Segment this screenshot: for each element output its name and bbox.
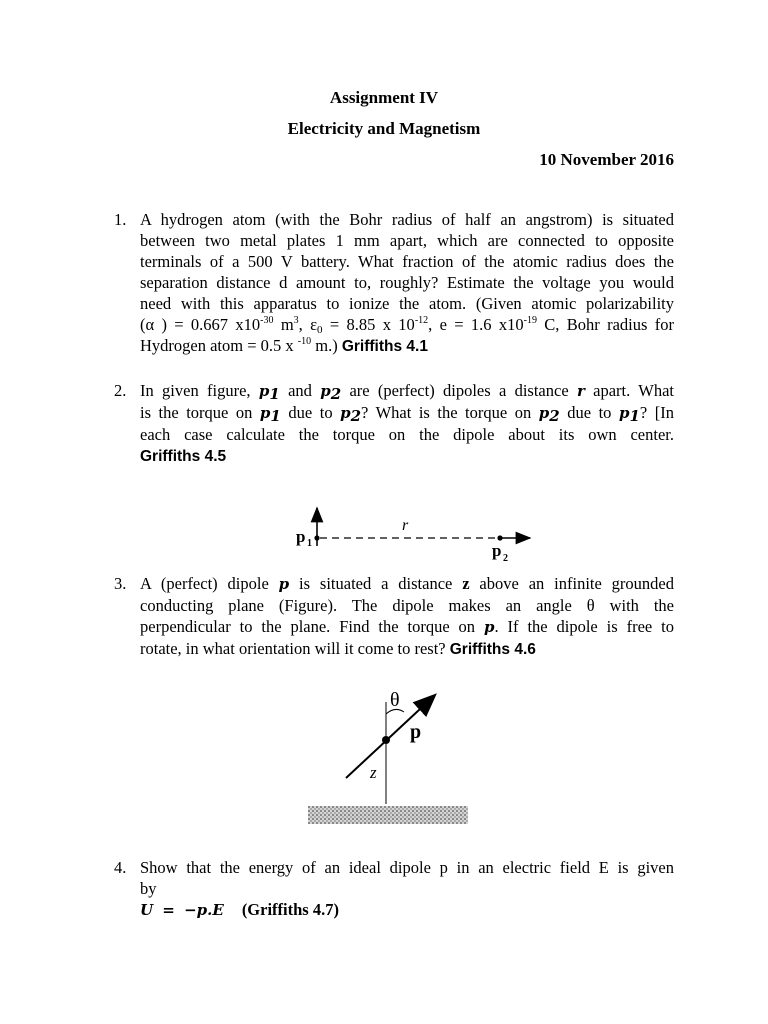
math-symbol: p [278,575,290,593]
question-2 [114,380,674,467]
superscript: -30 [260,315,274,326]
question-line: need with this apparatus to ionize the atom. (Given atomic polarizability [140,294,674,313]
document-title: Assignment IV [329,88,439,107]
label-p: p [296,527,306,546]
document-subtitle: Electricity and Magnetism [287,119,481,138]
question-1 [114,209,674,357]
question-line: terminals of a 500 V battery. What fraction of the atomic radius does the [140,252,674,271]
subscript: 1 [269,385,280,403]
text-run: Hydrogen atom = 0.5 x [140,336,298,355]
text-run: is situated a distance [289,574,463,593]
question-line: between two metal plates 1 mm apart, which are connected to opposite [140,231,674,250]
dipole-center-point [382,736,390,744]
question-number: 4. [114,858,127,877]
dipole-plane-figure [300,682,475,832]
document-date: 10 November 2016 [539,150,674,169]
text-run: apart. What [584,381,674,400]
question-4 [114,857,674,921]
math-symbol: p [538,404,550,422]
question-line: separation distance d amount to, roughly? Estimate the voltage you would [140,273,674,292]
griffiths-reference: Griffiths 4.1 [341,338,428,355]
text-run: is the torque on [140,403,260,422]
question-line [140,899,674,921]
label-p: p [410,721,422,743]
math-symbol: r [576,382,585,400]
superscript: -12 [414,315,429,326]
griffiths-reference: Griffiths 4.6 [449,641,536,658]
superscript: -10 [297,336,312,347]
text-run: m [273,315,294,334]
dipoles-figure [290,500,540,570]
text-run: . If the dipole is free to [494,617,674,636]
subscript: 1 [270,407,281,425]
superscript: 3 [293,315,299,326]
text-run: , e = 1.6 x10 [428,315,524,334]
subscript: 2 [330,385,342,403]
dipole-p1-point [314,535,319,540]
label-subscript: 2 [503,553,508,564]
text-run: ? What is the torque on [361,403,539,422]
text-run: C, Bohr radius for [536,315,674,334]
griffiths-reference: (Griffiths 4.7) [241,900,339,919]
subscript: 0 [317,324,323,336]
superscript: -19 [523,315,537,326]
math-symbol: z [462,574,470,593]
text-run: = 8.85 x 10 [322,315,415,334]
math-symbol: p [340,404,351,422]
text-run: above an infinite grounded [469,574,674,593]
math-symbol: p [258,382,270,400]
text-run: In given figure, [140,381,259,400]
label-r: r [402,517,409,534]
question-line: by [140,879,157,898]
question-line [140,380,674,402]
question-line [140,616,674,638]
question-line [140,445,674,467]
question-3 [114,573,674,660]
text-run: (α ) = 0.667 x10 [140,315,261,334]
text-run: perpendicular to the plane. Find the torque on [140,617,484,636]
text-run: A (perfect) dipole [140,574,279,593]
subscript: 1 [629,407,640,425]
question-line: A hydrogen atom (with the Bohr radius of half an angstrom) is situated [140,210,674,229]
grounded-conducting-plane [308,806,468,824]
question-body [140,573,674,660]
question-line [140,402,674,424]
math-symbol: p [259,404,271,422]
question-number: 3. [114,574,127,593]
text-run: due to [559,403,619,422]
question-line [140,638,674,660]
question-number: 2. [114,381,127,400]
energy-equation: U = −p.E [140,901,224,919]
text-run: ? [In [639,403,674,422]
math-symbol: p [483,618,495,636]
text-run: are (perfect) dipoles a distance [341,381,577,400]
question-body [140,857,674,921]
question-line: each case calculate the torque on the dipole about its own center. [140,425,674,444]
text-run: due to [280,403,341,422]
griffiths-reference: Griffiths 4.5 [140,448,227,465]
label-z: z [370,763,377,782]
text-run: and [279,381,321,400]
math-symbol: p [618,404,630,422]
label-p: p [492,541,502,560]
question-line [140,314,674,335]
text-run: rotate, in what orientation will it come to rest? [140,639,450,658]
question-number: 1. [114,210,127,229]
subscript: 2 [350,407,362,425]
question-line [140,335,674,357]
question-body [140,380,674,467]
label-theta: θ [390,689,400,711]
question-body [140,209,674,357]
text-run: m.) [311,336,342,355]
text-run: , ε [298,315,318,334]
subscript: 2 [549,407,560,425]
math-symbol: p [320,382,331,400]
label-subscript: 1 [307,538,312,549]
question-line: Show that the energy of an ideal dipole p in an electric field E is given [140,858,674,877]
question-line [140,573,674,595]
question-line: conducting plane (Figure). The dipole makes an angle θ with the [140,596,674,615]
